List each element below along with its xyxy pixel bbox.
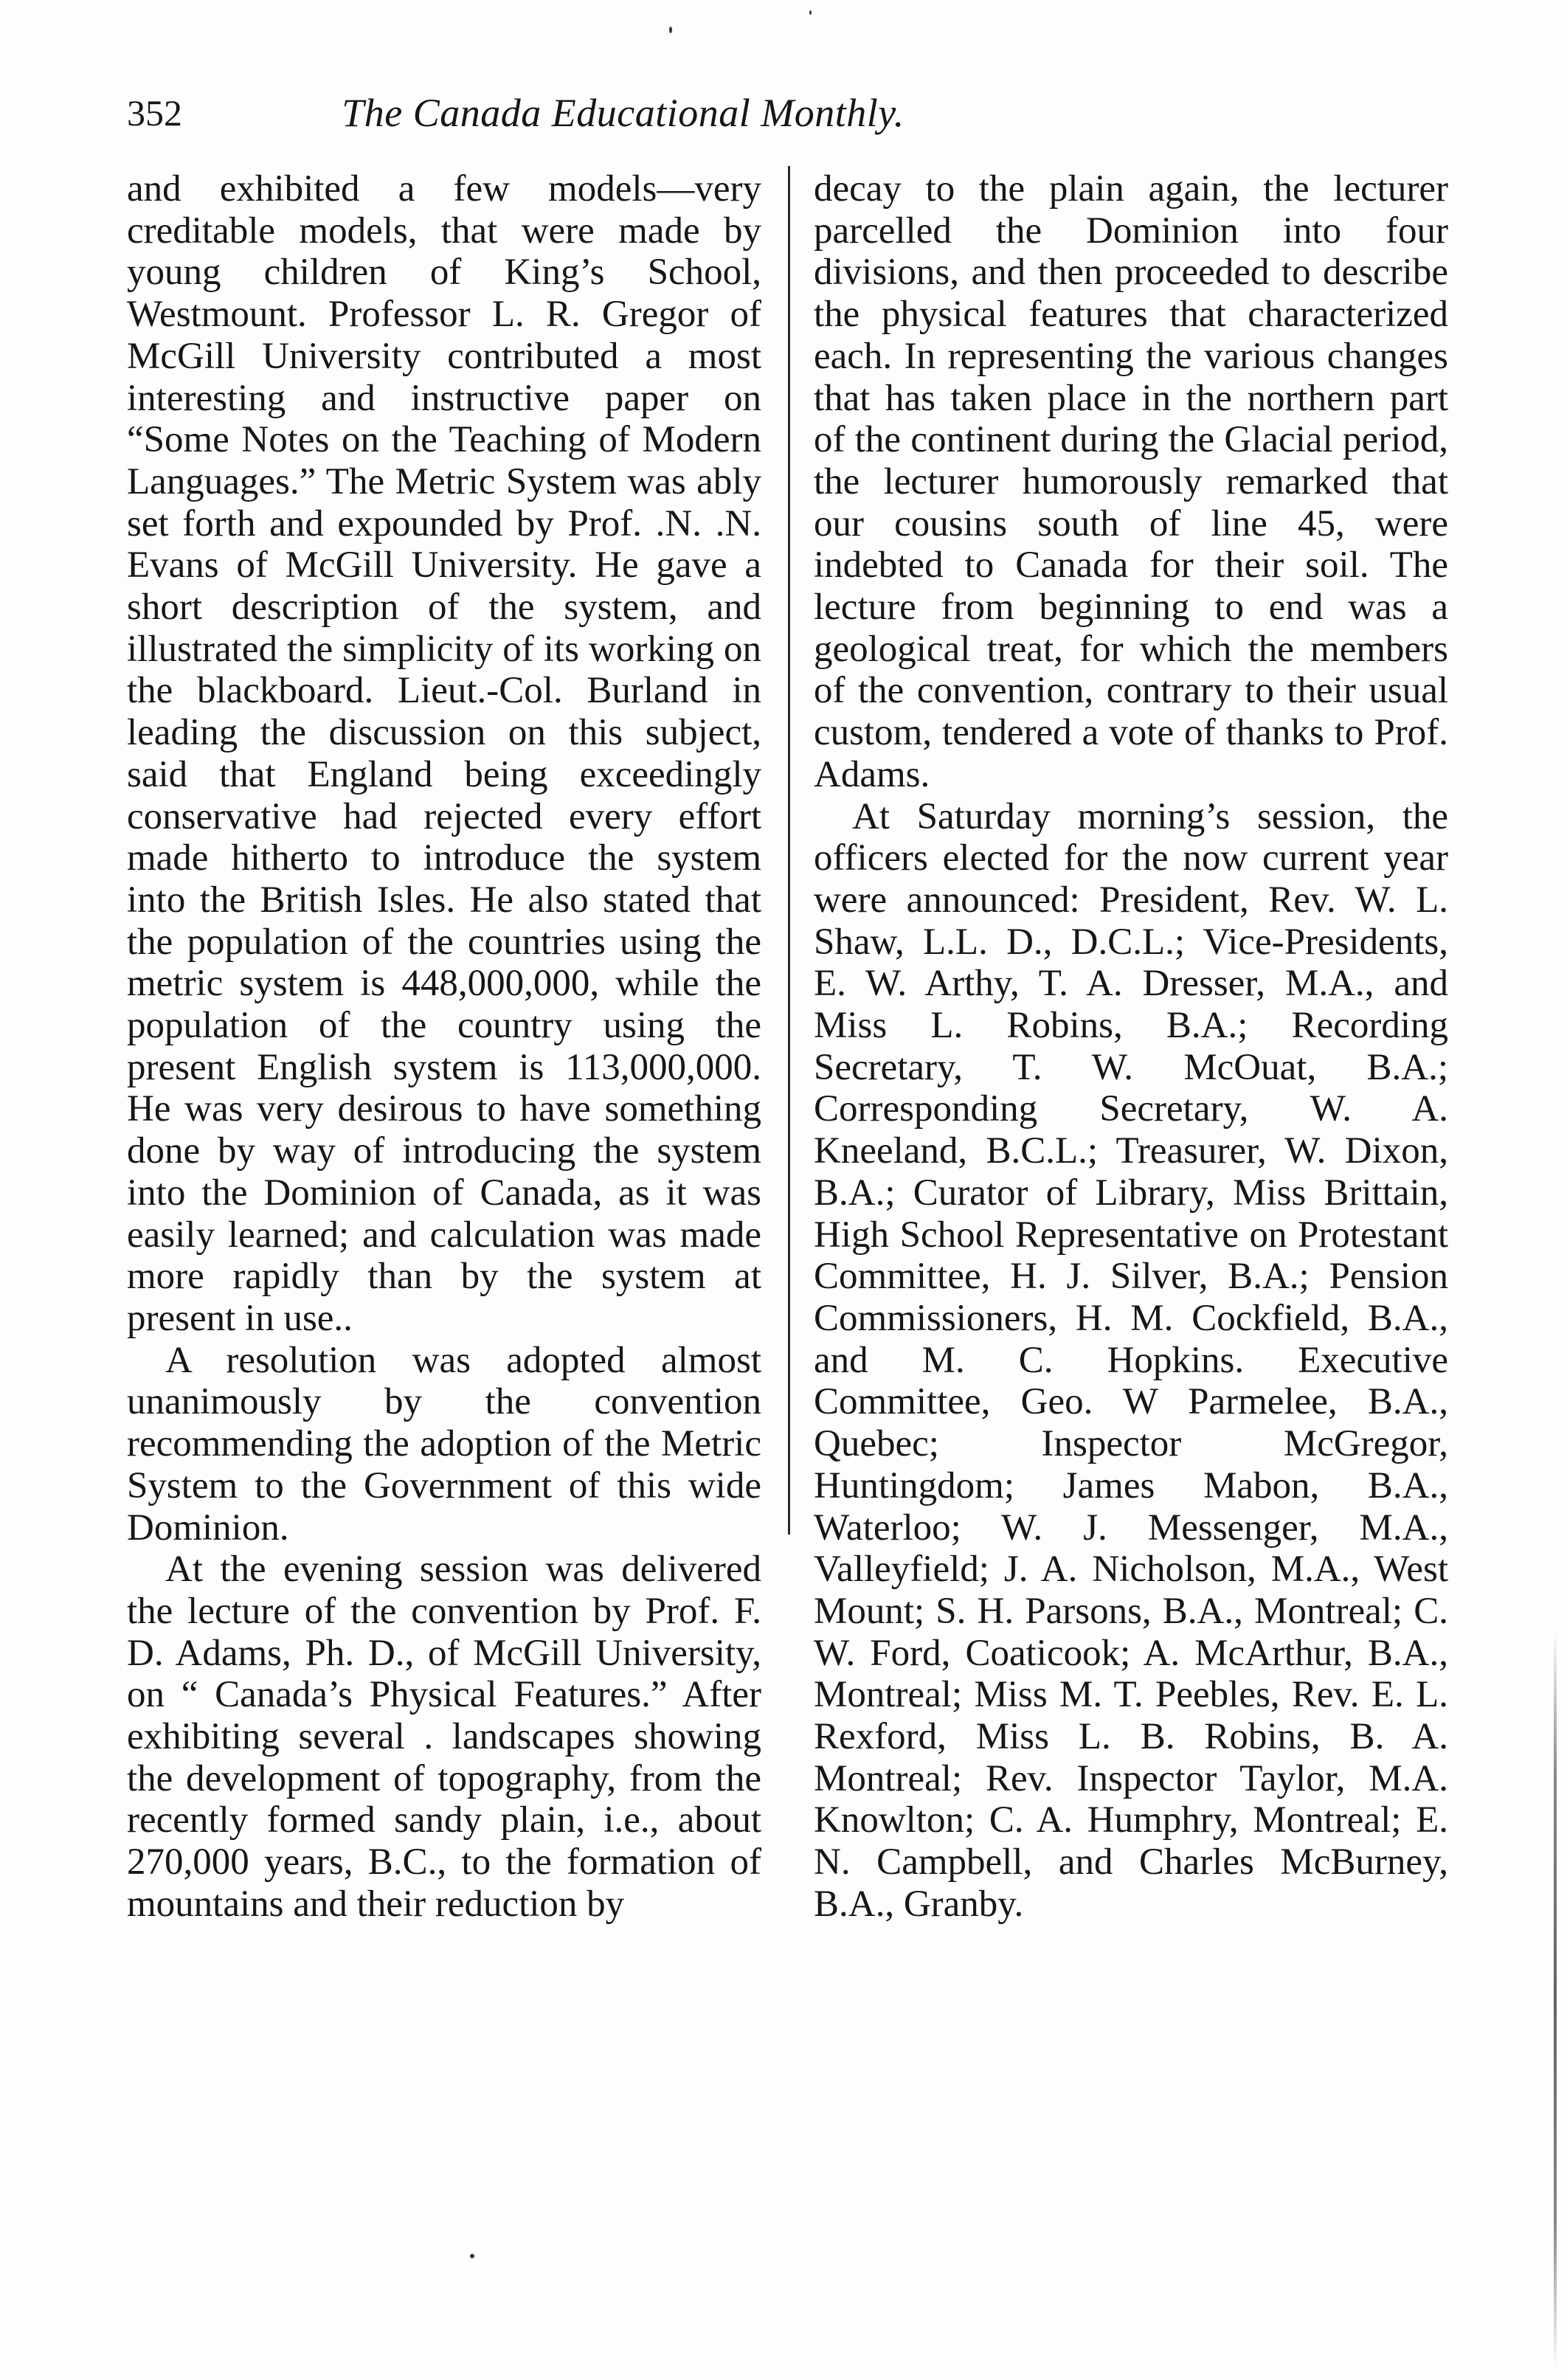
paragraph: and exhibited a few models—very creditable models, that were made by young children of King’s School, Westmount. Professor L. R. Gregor of McGill University contributed a most interesting and instructive paper on “Some Notes on the Teaching of Modern Languages.” The Metric System was ably set forth and expounded by Prof. .N. .N. Evans of McGill University. He gave a short description of the system, and illustrated the simplicity of its working on the blackboard. Lieut.-Col. Burland in leading the discussion on this subject, said that England being exceedingly conservative had rejected every effort made hitherto to introduce the system into the British Isles. He also stated that the population of the countries using the metric system is 448,000,000, while the population of the country using the present English system is 113,000,000. He was very desirous to have something done by way of introducing the system into the Dominion of Canada, as it was easily learned; and calculation was made more rapidly than by the system at present in use.. xyxy=(127,168,761,1339)
right-column xyxy=(814,168,1448,1926)
page-number: 352 xyxy=(127,92,182,134)
paragraph: A resolution was adopted almost unanimously by the convention recommending the adoption of the Metric System to the Government of this wide Dominion. xyxy=(127,1339,761,1549)
paragraph: At the evening session was delivered the lecture of the convention by Prof. F. D. Adams, Ph. D., of McGill University, on “ Canada’s Physical Features.” After exhibiting several . landscapes showing the development of topography, from the recently formed sandy plain, i.e., about 270,000 years, B.C., to the formation of mountains and their reduction by xyxy=(127,1549,761,1925)
paragraph: At Saturday morning’s session, the officers elected for the now current year were announced: President, Rev. W. L. Shaw, L.L. D., D.C.L.; Vice-Presidents, E. W. Arthy, T. A. Dresser, M.A., and Miss L. Robins, B.A.; Recording Secretary, T. W. McOuat, B.A.; Corresponding Secretary, W. A. Kneeland, B.C.L.; Treasurer, W. Dixon, B.A.; Curator of Library, Miss Brittain, High School Representative on Protestant Committee, H. J. Silver, B.A.; Pension Commissioners, H. M. Cockfield, B.A., and M. C. Hopkins. Executive Committee, Geo. W Parmelee, B.A., Quebec; Inspector McGregor, Huntingdom; James Mabon, B.A., Waterloo; W. J. Messenger, M.A., Valleyfield; J. A. Nicholson, M.A., West Mount; S. H. Parsons, B.A., Montreal; C. W. Ford, Coaticook; A. McArthur, B.A., Montreal; Miss M. T. Peebles, Rev. E. L. Rexford, Miss L. B. Robins, B. A. Montreal; Rev. Inspector Taylor, M.A. Knowlton; C. A. Humphry, Montreal; E. N. Campbell, and Charles McBurney, B.A., Granby. xyxy=(814,795,1448,1925)
print-speck xyxy=(669,27,672,33)
paragraph: decay to the plain again, the lecturer parcelled the Dominion into four divisions, and then proceeded to describe the physical features that characterized each. In representing the various changes that has taken place in the northern part of the continent during the Glacial period, the lecturer humorously remarked that our cousins south of line 45, were indebted to Canada for their soil. The lecture from beginning to end was a geological treat, for which the members of the convention, contrary to their usual custom, tendered a vote of thanks to Prof. Adams. xyxy=(814,168,1448,795)
scan-edge-mark xyxy=(1554,1630,1557,2368)
page-header xyxy=(127,87,1119,139)
print-speck xyxy=(809,10,812,15)
left-column xyxy=(127,168,761,1926)
running-title: The Canada Educational Monthly. xyxy=(342,91,904,135)
column-divider xyxy=(788,166,790,1535)
print-speck xyxy=(470,2254,474,2258)
